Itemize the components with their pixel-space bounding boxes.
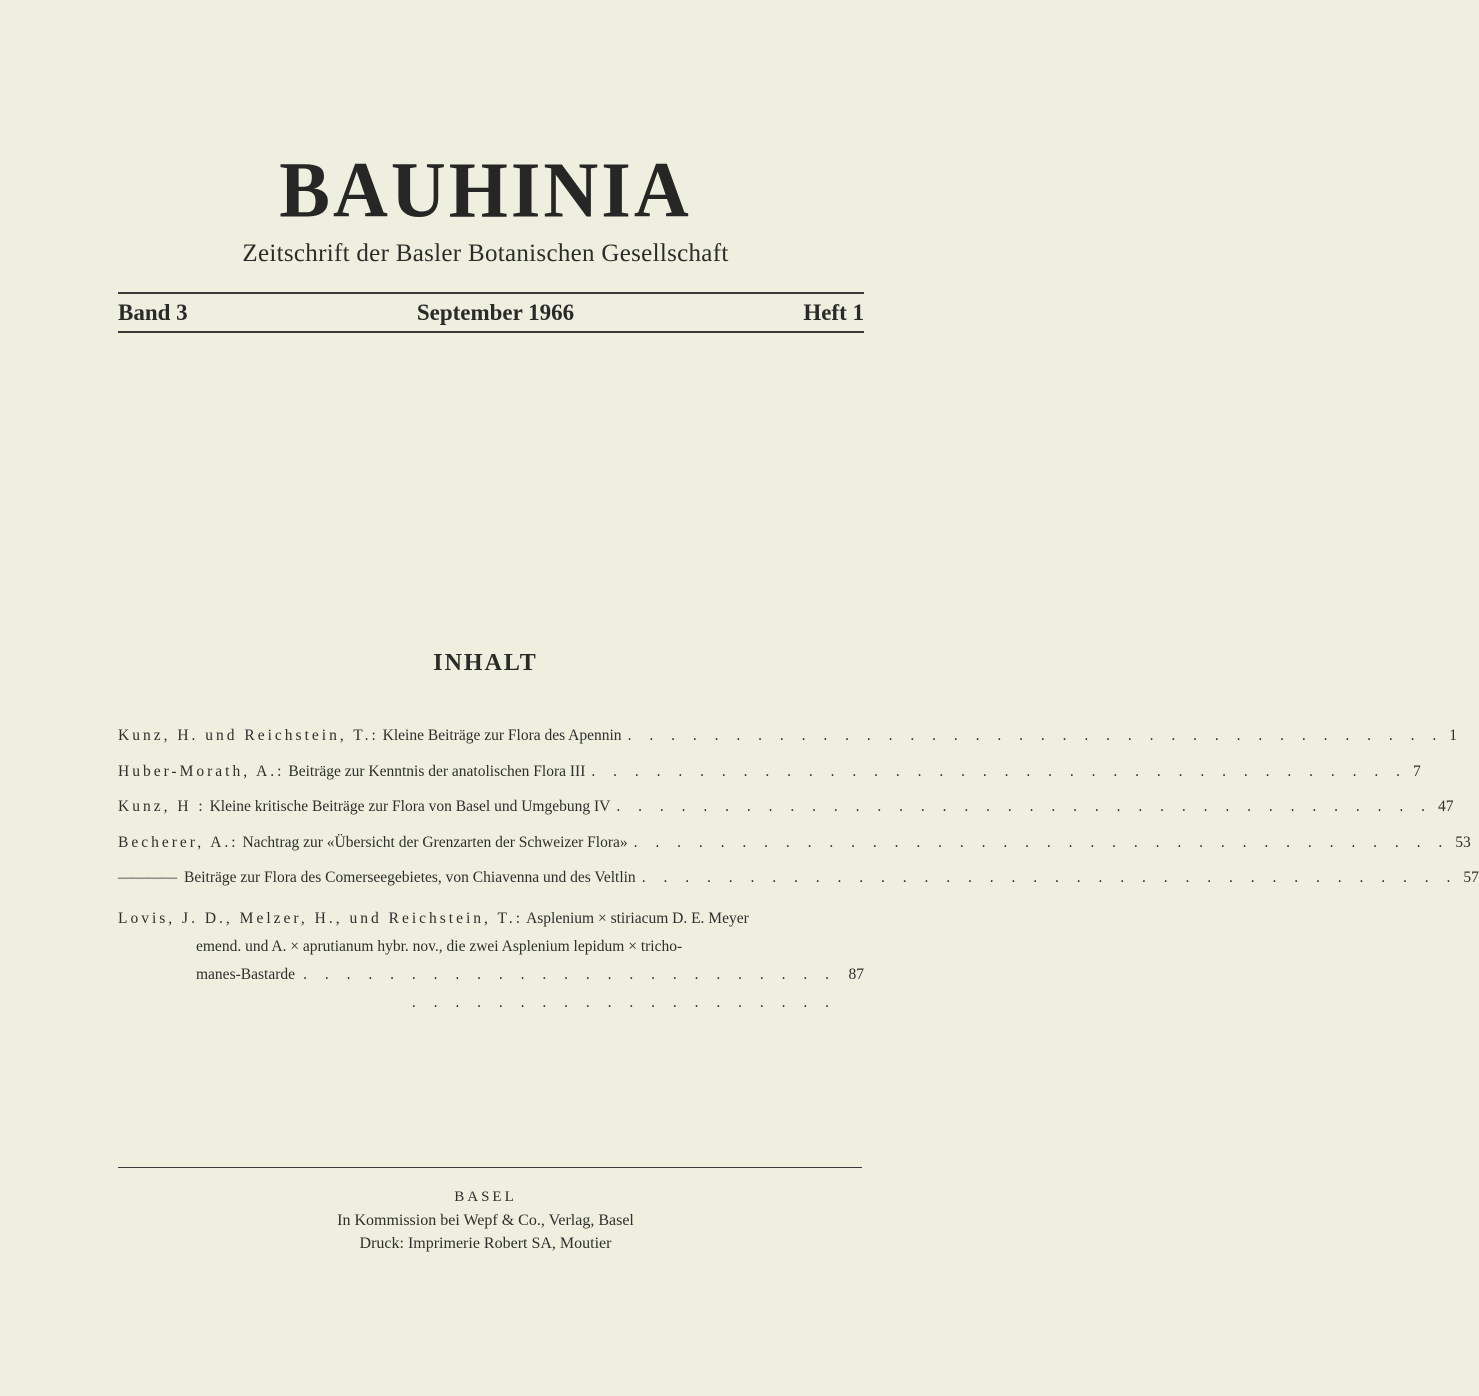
issue-rule-bottom (118, 331, 864, 333)
band-number: Band 3 (118, 300, 188, 325)
imprint-publisher: In Kommission bei Wepf & Co., Verlag, Basel (337, 1212, 634, 1229)
toc-page: 53 (1455, 833, 1471, 851)
toc-leader: . . . . . . . . . . . . . . . . . . . . . . . . . . . . . . . . . . . . . . (641, 869, 1458, 886)
contents-heading: INHALT (433, 650, 538, 676)
toc-author-repeat-dash: ———— (118, 869, 176, 886)
journal-title: BAUHINIA (279, 145, 692, 235)
toc-page: 47 (1437, 798, 1454, 815)
toc-leader: . . . . . . . . . . . . . . . . . . . . . . . . . . . . . . . . . . . . . . (627, 727, 1444, 744)
toc-author: Kunz, H. und Reichstein, T.: (118, 727, 379, 744)
issue-info (118, 297, 864, 329)
toc-entry (118, 798, 1454, 834)
toc-leader: . . . . . . . . . . . . . . . . . . . . . . . . . . . . . . . . . . . . . . (633, 833, 1450, 851)
toc-author: Becherer, A.: (118, 833, 239, 851)
toc-title-line1: Asplenium × stiriacum D. E. Meyer (526, 909, 749, 927)
issue-date: September 1966 (416, 300, 575, 325)
toc-title-line2: emend. und A. × aprutianum hybr. nov., die zwei Asplenium lepidum × tricho- (196, 937, 683, 955)
journal-subtitle: Zeitschrift der Basler Botanischen Gesellschaft (242, 240, 729, 267)
table-of-contents (118, 727, 1479, 1017)
toc-page: 1 (1449, 727, 1457, 744)
toc-title: Kleine Beiträge zur Flora des Apennin (382, 727, 622, 744)
toc-leader: . . . . . . . . . . . . . . . . . . . . . . . . . . . . . . . . . . . . . . . . . . . . . (303, 965, 836, 1011)
toc-entry (118, 833, 1471, 870)
toc-entry (118, 727, 1457, 763)
toc-line (118, 961, 864, 1017)
toc-entry (118, 869, 1479, 905)
imprint-city: BASEL (454, 1189, 517, 1205)
toc-line (118, 905, 864, 933)
toc-title: Beiträge zur Flora des Comerseegebietes, von Chiavenna und des Veltlin (184, 869, 636, 886)
toc-entry (118, 905, 864, 1017)
toc-leader: . . . . . . . . . . . . . . . . . . . . . . . . . . . . . . . . . . . . . . (616, 798, 1432, 815)
footer-rule (118, 1167, 862, 1168)
toc-author: Lovis, J. D., Melzer, H., und Reichstein, T.: (118, 909, 524, 927)
heft-number: Heft 1 (803, 300, 864, 325)
toc-leader: . . . . . . . . . . . . . . . . . . . . . . . . . . . . . . . . . . . . . . (591, 762, 1407, 780)
toc-title: Beiträge zur Kenntnis der anatolischen Flora III (288, 762, 586, 780)
toc-author: Huber-Morath, A.: (118, 762, 285, 780)
toc-page: 87 (848, 965, 864, 983)
toc-title: Nachtrag zur «Übersicht der Grenzarten der Schweizer Flora» (242, 833, 628, 851)
imprint-printer: Druck: Imprimerie Robert SA, Moutier (359, 1235, 612, 1252)
imprint (0, 1186, 971, 1255)
toc-title-line3: manes-Bastarde (196, 965, 295, 983)
issue-rule-top (118, 292, 864, 294)
toc-title: Kleine kritische Beiträge zur Flora von Basel und Umgebung IV (209, 798, 611, 815)
toc-page: 7 (1412, 762, 1421, 780)
toc-page: 57 (1463, 869, 1479, 886)
toc-entry (118, 762, 1421, 799)
toc-author: Kunz, H : (118, 798, 206, 815)
masthead (0, 145, 971, 268)
